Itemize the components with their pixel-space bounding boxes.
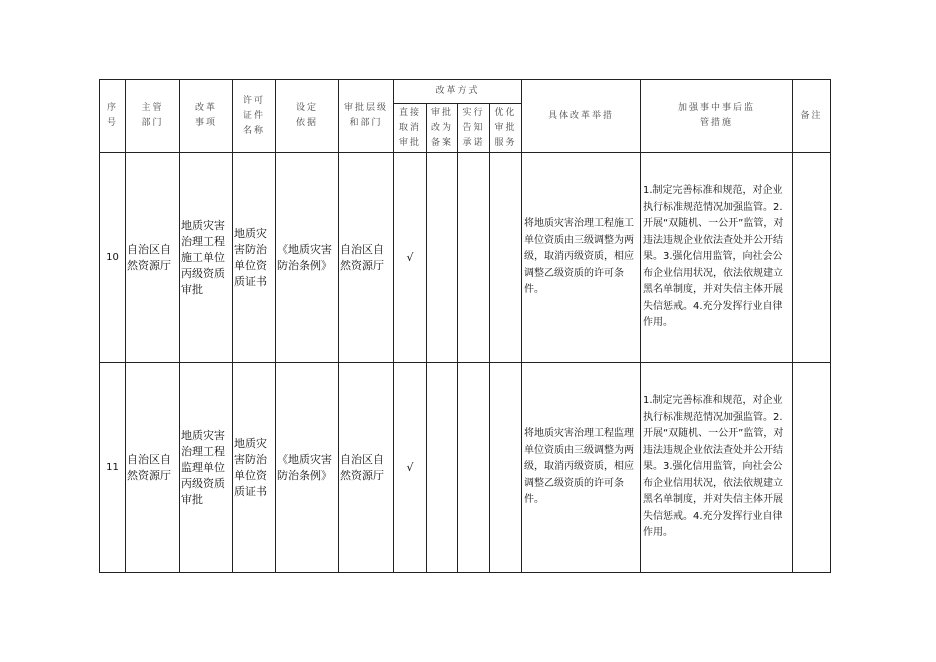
header-license: 许可证件名称: [233, 80, 276, 153]
table-row: [100, 153, 831, 363]
check-mark: √: [394, 153, 427, 363]
header-item: 改革事项: [180, 80, 233, 153]
header-mode-notify: 实行告知承诺: [458, 104, 490, 153]
check-mark: √: [394, 363, 427, 573]
cell-level: 自治区自然资源厅: [339, 153, 394, 363]
cell-seq: 10: [100, 153, 126, 363]
header-mode: 改革方式: [394, 80, 522, 104]
table-row: [100, 363, 831, 573]
reform-table: [99, 79, 831, 573]
header-mode-optimize: 优化审批服务: [490, 104, 522, 153]
cell-notify: [458, 153, 490, 363]
cell-basis: 《地质灾害防治条例》: [276, 363, 339, 573]
cell-license: 地质灾害防治单位资质证书: [233, 153, 276, 363]
header-level: 审批层级和部门: [339, 80, 394, 153]
cell-filing: [427, 363, 458, 573]
cell-supervision: 1.制定完善标准和规范，对企业执行标准规范情况加强监管。2.开展“双随机、一公开”监管，对违法违规企业依法查处并公开结果。3.强化信用监管，向社会公布企业信用状况，依法依规建立黑名单制度，并对失信主体开展失信惩戒。4.充分发挥行业自律作用。: [641, 363, 793, 573]
cell-measures: 将地质灾害治理工程施工单位资质由三级调整为两级，取消丙级资质，相应调整乙级资质的许可条件。: [522, 153, 641, 363]
cell-optimize: [490, 363, 522, 573]
header-measures: 具体改革举措: [522, 80, 641, 153]
cell-item: 地质灾害治理工程施工单位丙级资质审批: [180, 153, 233, 363]
header-dept: 主管部门: [126, 80, 180, 153]
header-supervision: 加强事中事后监管措施: [641, 80, 793, 153]
cell-basis: 《地质灾害防治条例》: [276, 153, 339, 363]
cell-dept: 自治区自然资源厅: [126, 363, 180, 573]
cell-dept: 自治区自然资源厅: [126, 153, 180, 363]
header-remark: 备注: [793, 80, 831, 153]
cell-notify: [458, 363, 490, 573]
cell-seq: 11: [100, 363, 126, 573]
cell-item: 地质灾害治理工程监理单位丙级资质审批: [180, 363, 233, 573]
cell-filing: [427, 153, 458, 363]
cell-measures: 将地质灾害治理工程监理单位资质由三级调整为两级，取消丙级资质，相应调整乙级资质的许可条件。: [522, 363, 641, 573]
header-mode-filing: 审批改为备案: [427, 104, 458, 153]
cell-supervision: 1.制定完善标准和规范，对企业执行标准规范情况加强监管。2.开展“双随机、一公开”监管，对违法违规企业依法查处并公开结果。3.强化信用监管，向社会公布企业信用状况，依法依规建立黑名单制度，并对失信主体开展失信惩戒。4.充分发挥行业自律作用。: [641, 153, 793, 363]
cell-remark: [793, 363, 831, 573]
header-basis: 设定依据: [276, 80, 339, 153]
cell-optimize: [490, 153, 522, 363]
cell-level: 自治区自然资源厅: [339, 363, 394, 573]
header-mode-cancel: 直接取消审批: [394, 104, 427, 153]
cell-remark: [793, 153, 831, 363]
cell-license: 地质灾害防治单位资质证书: [233, 363, 276, 573]
header-seq: 序号: [100, 80, 126, 153]
